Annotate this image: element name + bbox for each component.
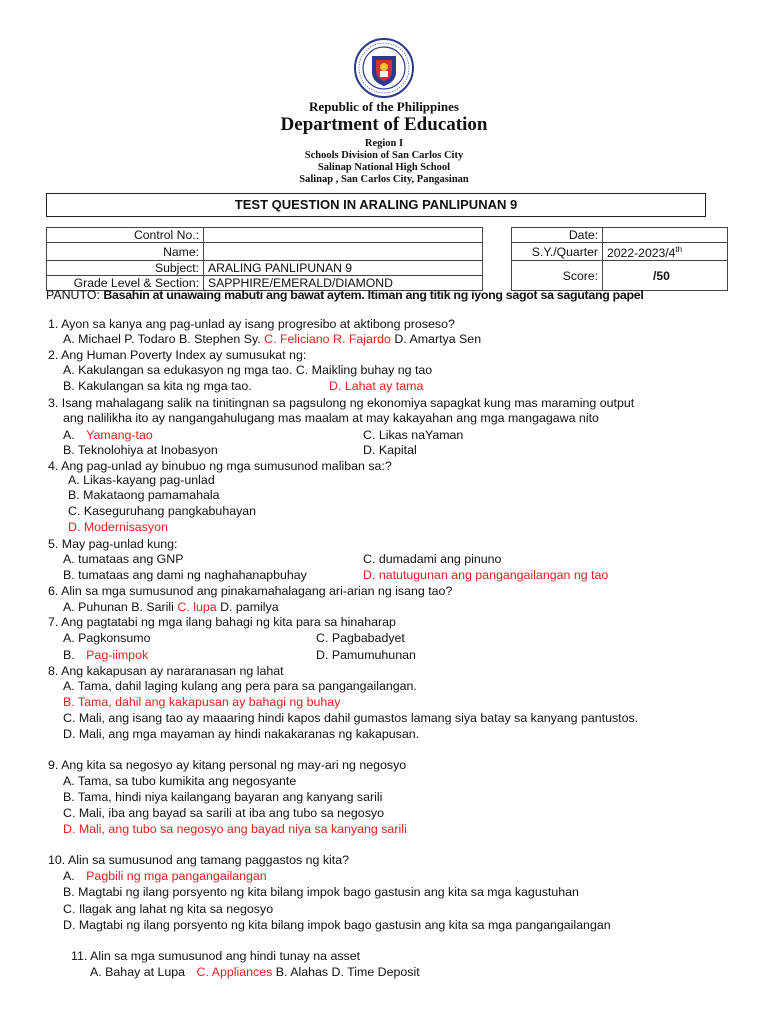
test-title: TEST QUESTION IN ARALING PANLIPUNAN 9 [46,193,706,217]
sy-value: 2022-2023/4th [603,243,728,261]
question-5-option-b: B. tumataas ang dami ng naghahanapbuhay [63,568,307,582]
score-value: /50 [603,261,728,291]
question-4-option-c: C. Kaseguruhang pangkabuhayan [68,504,257,518]
question-10-option-b: B. Magtabi ng ilang porsyento ng kita bilang impok bago gastusin ang kita sa mga kagustuhan [63,885,579,899]
question-9: 9. Ang kita sa negosyo ay kitang personal ng may-ari ng negosyo [48,758,407,772]
question-10-option-a: A. Pagbili ng mga pangangailangan [63,869,267,883]
subject-value: ARALING PANLIPUNAN 9 [204,261,483,276]
question-5-option-a: A. tumataas ang GNP [63,552,184,566]
score-label: Score: [512,261,603,291]
question-10-option-c: C. Ilagak ang lahat ng kita sa negosyo [63,902,274,916]
instructions-label: PANUTO: [46,288,100,302]
sy-label: S.Y./Quarter [512,243,603,261]
question-6-options: A. Puhunan B. Sarili C. lupa D. pamilya [63,600,279,614]
control-field[interactable] [204,228,483,243]
answer-choice: D. Lahat ay tama [329,379,424,393]
question-5: 5. May pag-unlad kung: [48,537,178,551]
question-7-option-c: C. Pagbabadyet [316,631,405,645]
question-6: 6. Alin sa mga sumusunod ang pinakamahalagang ari-arian ng isang tao? [48,584,453,598]
question-1-options: A. Michael P. Todaro B. Stephen Sy. C. Feliciano R. Fajardo D. Amartya Sen [63,332,482,346]
control-label: Control No.: [47,228,204,243]
question-3-option-c: C. Likas naYaman [363,428,464,442]
question-4-option-a: A. Likas-kayang pag-unlad [68,473,215,487]
question-2-option-a: A. Kakulangan sa edukasyon ng mga tao. C. Maikling buhay ng tao [63,363,433,377]
question-2: 2. Ang Human Poverty Index ay sumusukat ng: [48,348,307,362]
question-3-option-b: B. Teknolohiya at Inobasyon [63,443,218,457]
deped-seal [344,38,424,98]
question-3-cont: ang nalilikha ito ay nangangahulugang mas maalam at may kakayahan ang mga mangagawa nito [63,411,599,425]
answer-choice: C. Appliances [196,965,273,979]
question-11: 11. Alin sa mga sumusunod ang hindi tunay na asset [71,949,361,963]
question-7-option-d: D. Pamumuhunan [316,648,416,662]
grade-value: SAPPHIRE/EMERALD/DIAMOND [204,276,483,291]
question-4: 4. Ang pag-unlad ay binubuo ng mga sumusunod maliban sa:? [48,459,392,473]
question-3: 3. Isang mahalagang salik na tinitingnan sa pagsulong ng ekonomiya sapagkat kung mas maraming output [48,396,635,410]
header-republic: Republic of the Philippines [309,99,459,114]
answer-choice: D. Modernisasyon [68,520,168,534]
question-3-option-a: A. Yamang-tao [63,428,153,442]
instructions [46,288,644,303]
answer-choice: Pag-iimpok [86,648,149,662]
answer-choice: Yamang-tao [86,428,153,442]
question-9-option-b: B. Tama, hindi niya kailangang bayaran ang kanyang sarili [63,790,383,804]
instructions-text: Basahin at unawaing mabuti ang bawat aytem. Itiman ang titik ng iyong sagot sa sagutang papel [103,288,644,302]
answer-choice: C. lupa [177,600,217,614]
question-7-option-a: A. Pagkonsumo [63,631,151,645]
date-label: Date: [512,228,603,243]
question-7-option-b: B. Pag-iimpok [63,648,149,662]
question-8-option-c: C. Mali, ang isang tao ay maaaring hindi kapos dahil gumastos lamang siya batay sa kanyang pantustos. [63,711,639,725]
question-7: 7. Ang pagtatabi ng mga ilang bahagi ng kita para sa hinaharap [48,615,396,629]
question-8-option-d: D. Mali, ang mga mayaman ay hindi nakakaranas ng kakapusan. [63,727,420,741]
info-table [46,227,728,291]
question-2-option-b: B. Kakulangan sa kita ng mga tao. [63,379,252,393]
question-8: 8. Ang kakapusan ay nararanasan ng lahat [48,664,284,678]
header-department: Department of Education [280,114,488,135]
question-4-option-b: B. Makataong pamamahala [68,488,220,502]
answer-choice: D. Mali, ang tubo sa negosyo ang bayad niya sa kanyang sarili [63,822,407,836]
question-10-option-d: D. Magtabi ng ilang porsyento ng kita bilang impok bago gastusin ang kita sa mga pangangailangan [63,918,611,932]
question-9-option-c: C. Mali, iba ang bayad sa sarili at iba ang tubo sa negosyo [63,806,384,820]
question-8-option-a: A. Tama, dahil laging kulang ang pera para sa pangangailangan. [63,679,417,693]
answer-choice: D. natutugunan ang pangangailangan ng tao [363,568,609,582]
question-10: 10. Alin sa sumusunod ang tamang paggastos ng kita? [48,853,350,867]
header-division: Schools Division of San Carlos City [304,150,464,161]
question-1: 1. Ayon sa kanya ang pag-unlad ay isang progresibo at aktibong proseso? [48,317,455,331]
date-field[interactable] [603,228,728,243]
header-region: Region I [364,138,404,149]
name-field[interactable] [204,243,483,261]
question-3-option-d: D. Kapital [363,443,417,457]
subject-label: Subject: [47,261,204,276]
question-9-option-a: A. Tama, sa tubo kumikita ang negosyante [63,774,297,788]
grade-label: Grade Level & Section: [47,276,204,291]
header-school: Salinap National High School [317,162,451,173]
answer-choice: B. Tama, dahil ang kakapusan ay bahagi ng buhay [63,695,341,709]
question-11-options: A. Bahay at Lupa C. Appliances B. Alahas D. Time Deposit [90,965,420,979]
answer-choice: Pagbili ng mga pangangailangan [86,869,267,883]
question-5-option-c: C. dumadami ang pinuno [363,552,502,566]
header-address: Salinap , San Carlos City, Pangasinan [299,174,469,185]
name-label: Name: [47,243,204,261]
answer-choice: C. Feliciano R. Fajardo [264,332,391,346]
